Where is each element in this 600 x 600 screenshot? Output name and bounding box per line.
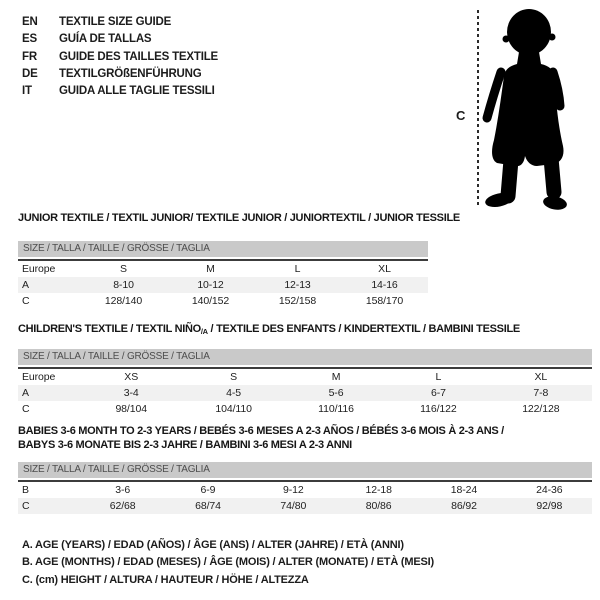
- table-cell: 122/128: [522, 402, 560, 415]
- table-cell: 8-10: [113, 278, 134, 291]
- table-row: [18, 385, 592, 401]
- title-part: / TEXTILE DES ENFANTS / KINDERTEXTIL / BAMBINI TESSILE: [207, 323, 520, 335]
- lang-label: GUÍA DE TALLAS: [59, 33, 152, 46]
- table-cell: L: [294, 262, 301, 275]
- table-row: [18, 369, 592, 385]
- babies-textile-section: [18, 425, 592, 514]
- table-cell: XL: [534, 370, 548, 383]
- table-cell: 158/170: [365, 294, 404, 307]
- lang-line-it: [22, 83, 218, 100]
- table-cell: 12-13: [284, 278, 311, 291]
- table-row: [18, 401, 592, 417]
- table-cell: 6-9: [200, 484, 216, 496]
- lang-code: DE: [22, 67, 38, 80]
- table-cell: S: [230, 370, 238, 383]
- lang-line-en: [22, 14, 218, 31]
- children-section-title: [18, 323, 592, 339]
- table-cell: 104/110: [215, 402, 252, 415]
- table-cell: 4-5: [226, 386, 242, 399]
- table-cell: 68/74: [195, 500, 221, 512]
- table-cell: 74/80: [280, 500, 307, 512]
- lang-line-es: [22, 31, 218, 48]
- junior-textile-section: [18, 212, 460, 309]
- row-label: Europe: [22, 262, 56, 275]
- row-label: A: [22, 386, 29, 399]
- babies-size-header-bar: SIZE / TALLA / TAILLE / GRÖSSE / TAGLIA: [18, 462, 592, 478]
- title-subscript: /A: [200, 327, 208, 336]
- junior-section-title: JUNIOR TEXTILE / TEXTIL JUNIOR/ TEXTILE JUNIOR / JUNIORTEXTIL / JUNIOR TESSILE: [18, 212, 460, 224]
- table-cell: 24-36: [536, 484, 563, 496]
- table-row: [18, 261, 428, 277]
- junior-size-header-bar: SIZE / TALLA / TAILLE / GRÖSSE / TAGLIA: [18, 241, 428, 257]
- children-size-header-bar: SIZE / TALLA / TAILLE / GRÖSSE / TAGLIA: [18, 349, 592, 365]
- table-cell: XL: [378, 262, 391, 275]
- table-cell: 152/158: [278, 294, 317, 307]
- legend-line-c: C. (cm) HEIGHT / ALTURA / HAUTEUR / HÖHE / ALTEZZA: [22, 573, 309, 586]
- table-cell: 12-18: [365, 484, 392, 496]
- table-cell: 10-12: [197, 278, 224, 291]
- lang-code: ES: [22, 33, 37, 46]
- table-cell: 80/86: [365, 500, 392, 512]
- table-cell: 86/92: [451, 500, 477, 512]
- table-cell: XS: [124, 370, 139, 383]
- row-label: B: [22, 484, 29, 496]
- table-cell: 14-16: [371, 278, 398, 291]
- table-cell: 92/98: [536, 500, 563, 512]
- table-cell: 116/122: [420, 402, 457, 415]
- lang-code: FR: [22, 50, 37, 63]
- lang-line-fr: [22, 49, 218, 66]
- table-cell: 5-6: [328, 386, 344, 399]
- table-row: [18, 293, 428, 309]
- table-cell: L: [435, 370, 442, 383]
- height-measure-label: C: [456, 108, 466, 123]
- babies-section-title-line1: BABIES 3-6 MONTH TO 2-3 YEARS / BEBÉS 3-6 MESES A 2-3 AÑOS / BÉBÉS 3-6 MOIS À 2-3 ANS /: [18, 425, 504, 437]
- legend-line-a: A. AGE (YEARS) / EDAD (AÑOS) / ÂGE (ANS) / ALTER (JAHRE) / ETÀ (ANNI): [22, 539, 404, 551]
- row-label: C: [22, 402, 30, 415]
- table-cell: M: [331, 370, 341, 383]
- table-cell: 7-8: [533, 386, 549, 399]
- lang-label: GUIDE DES TAILLES TEXTILE: [59, 50, 218, 63]
- table-row: [18, 277, 428, 293]
- table-cell: 128/140: [104, 294, 143, 307]
- toddler-silhouette-icon: [479, 8, 571, 210]
- table-cell: 18-24: [450, 484, 478, 496]
- table-cell: 3-6: [115, 484, 131, 496]
- language-header: [22, 14, 218, 100]
- lang-label: TEXTILGRÖßENFÜHRUNG: [59, 67, 202, 80]
- row-label: Europe: [22, 370, 56, 383]
- lang-label: TEXTILE SIZE GUIDE: [59, 16, 172, 28]
- measurement-legend: [22, 537, 434, 589]
- table-cell: 6-7: [430, 386, 446, 399]
- legend-line-b: B. AGE (MONTHS) / EDAD (MESES) / ÂGE (MOIS) / ALTER (MONATE) / ETÀ (MESI): [22, 556, 434, 569]
- row-label: C: [22, 500, 30, 512]
- table-cell: 98/104: [115, 402, 147, 415]
- lang-code: EN: [22, 16, 38, 28]
- table-cell: S: [120, 262, 127, 275]
- table-cell: 110/116: [318, 402, 354, 415]
- lang-label: GUIDA ALLE TAGLIE TESSILI: [59, 85, 215, 98]
- lang-code: IT: [22, 85, 32, 98]
- table-cell: 62/68: [109, 500, 136, 512]
- table-cell: 3-4: [123, 386, 139, 399]
- row-label: C: [22, 294, 30, 307]
- lang-line-de: [22, 66, 218, 83]
- table-row: [18, 482, 592, 498]
- children-textile-section: [18, 323, 592, 417]
- babies-section-title-line2: BABYS 3-6 MONATE BIS 2-3 JAHRE / BAMBINI 3-6 MESI A 2-3 ANNI: [18, 438, 352, 451]
- table-cell: M: [206, 262, 215, 275]
- row-label: A: [22, 278, 29, 291]
- table-row: [18, 498, 592, 514]
- table-cell: 9-12: [283, 484, 304, 496]
- table-cell: 140/152: [191, 294, 230, 307]
- title-part: CHILDREN'S TEXTILE / TEXTIL NIÑO: [18, 323, 201, 335]
